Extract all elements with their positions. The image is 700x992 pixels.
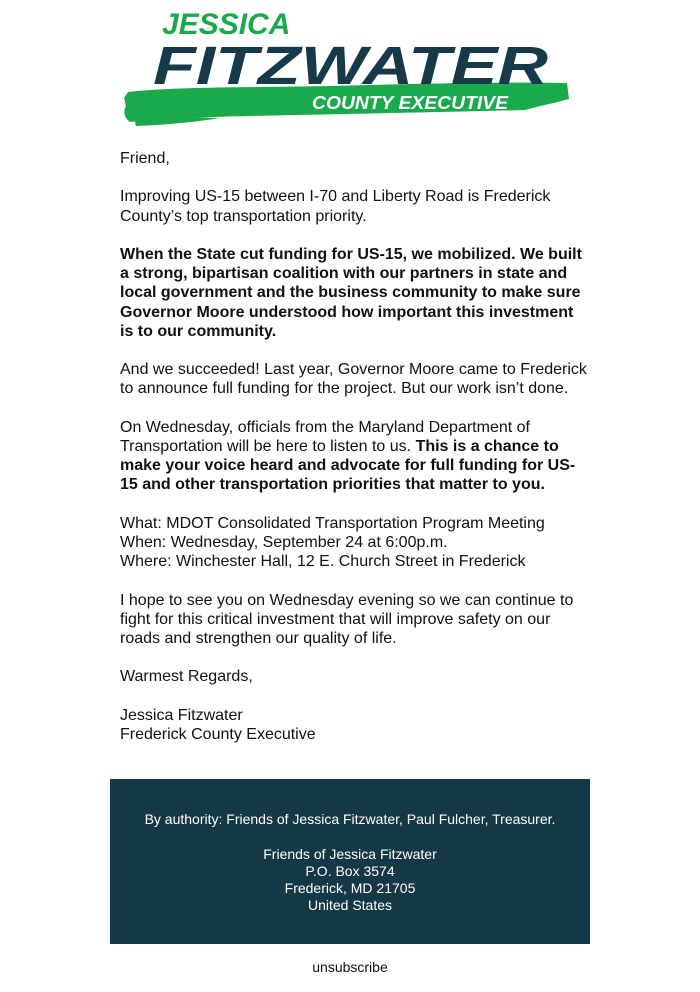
event-when: When: Wednesday, September 24 at 6:00p.m. [120, 533, 448, 551]
campaign-logo [120, 6, 575, 130]
footer-authority: By authority: Friends of Jessica Fitzwater, Paul Fulcher, Treasurer. [144, 811, 556, 827]
paragraph-succeeded: And we succeeded! Last year, Governor Moore came to Frederick to announce full funding for the project. But our work isn’t done. [120, 361, 587, 398]
paragraph-intro: Improving US-15 between I-70 and Liberty Road is Frederick County’s top transportation priority. [120, 188, 551, 225]
event-what: What: MDOT Consolidated Transportation Program Meeting [120, 514, 545, 532]
email-body [120, 149, 590, 763]
logo-last-name: FITZWATER [153, 36, 549, 96]
footer-address [110, 846, 590, 914]
greeting: Friend, [120, 150, 170, 167]
signature-name: Jessica Fitzwater [120, 706, 243, 724]
paragraph-closing-hope: I hope to see you on Wednesday evening so we can continue to fight for this critical investment that will improve safety on our roads and strengthen our quality of life. [120, 591, 574, 647]
logo-first-name: JESSICA [162, 8, 291, 41]
footer [110, 779, 590, 944]
footer-city: Frederick, MD 21705 [284, 880, 416, 896]
event-where: Where: Winchester Hall, 12 E. Church Street in Frederick [120, 553, 526, 571]
closing: Warmest Regards, [120, 668, 253, 686]
paragraph-mobilized: When the State cut funding for US-15, we mobilized. We built a strong, bipartisan coalition with our partners in state and local government and the business community to make sure Governor Moore understood how important this investment is to our community. [120, 245, 582, 340]
footer-country: United States [307, 897, 393, 913]
campaign-logo-graphic [120, 6, 575, 130]
footer-org: Friends of Jessica Fitzwater [263, 846, 437, 862]
paragraph-mdot-text: On Wednesday, officials from the Maryland Department of Transportation will be here to listen to us. [120, 418, 530, 455]
unsubscribe-link[interactable]: unsubscribe [312, 959, 388, 975]
paragraph-mdot-bold: This is a chance to make your voice heard and advocate for full funding for US-15 and other transportation priorities that matter to you. [120, 437, 576, 494]
footer-po-box: P.O. Box 3574 [305, 863, 395, 879]
signature [120, 706, 590, 744]
signature-title: Frederick County Executive [120, 725, 316, 743]
paragraph-mdot [120, 418, 590, 495]
event-details [120, 514, 590, 572]
brush-stroke-tail [134, 118, 220, 126]
logo-title: COUNTY EXECUTIVE [312, 93, 510, 113]
